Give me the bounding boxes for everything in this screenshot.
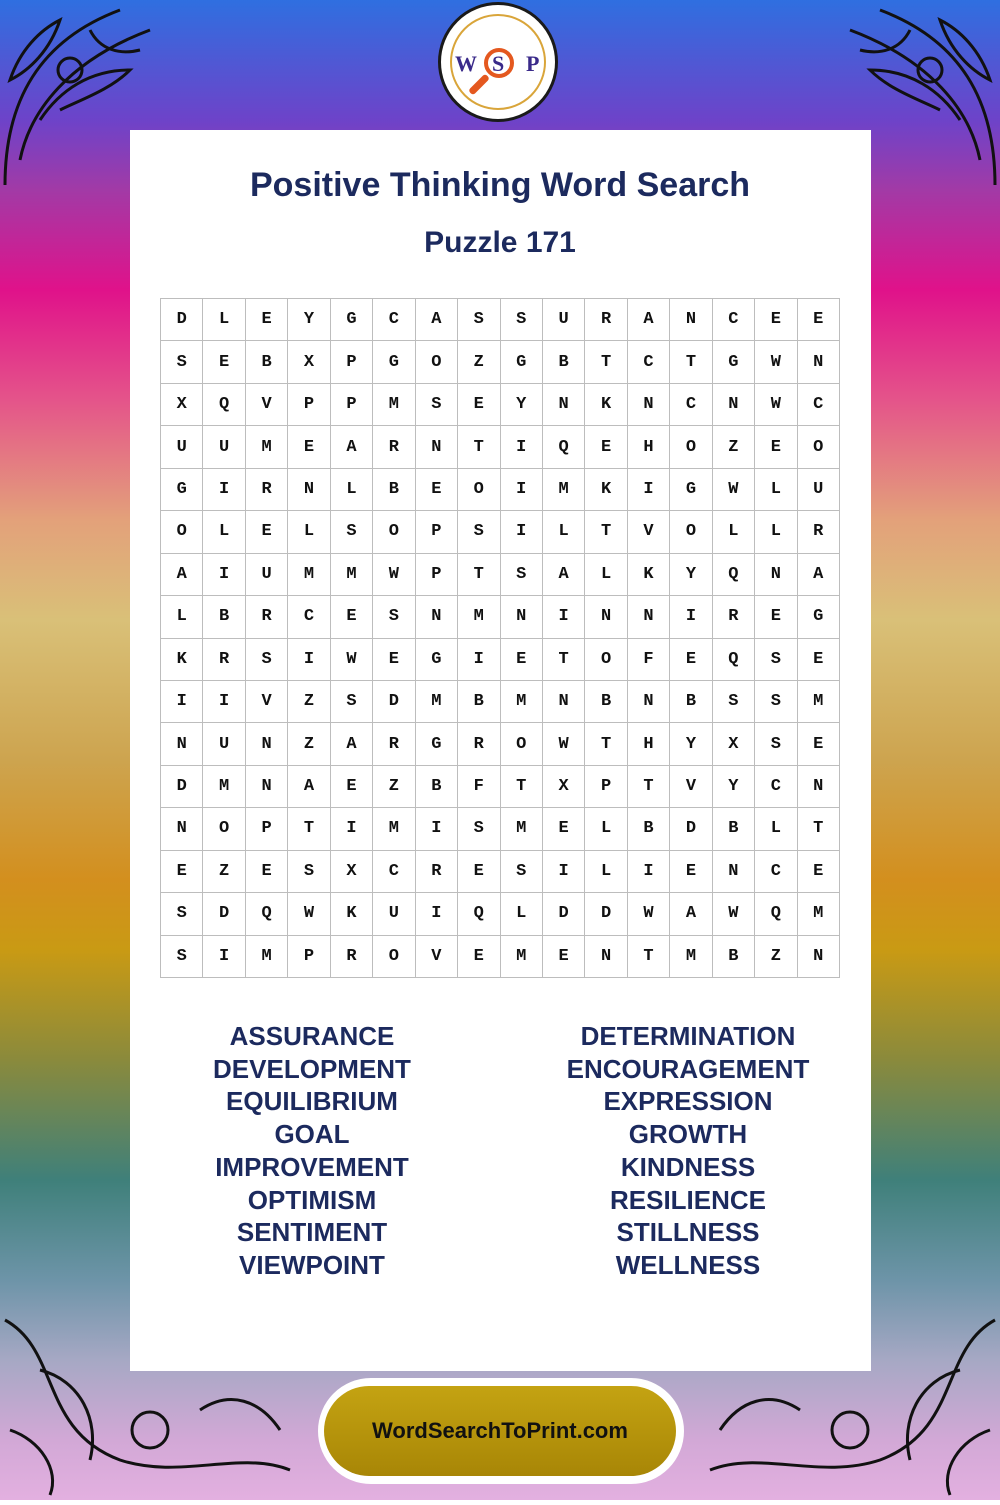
grid-cell[interactable]: N <box>798 936 840 978</box>
grid-cell[interactable]: E <box>458 936 500 978</box>
grid-cell[interactable]: U <box>543 299 585 341</box>
grid-cell[interactable]: A <box>628 299 670 341</box>
grid-cell[interactable]: N <box>585 936 627 978</box>
grid-cell[interactable]: Q <box>713 639 755 681</box>
grid-cell[interactable]: Q <box>203 384 245 426</box>
grid-cell[interactable]: M <box>501 936 543 978</box>
grid-cell[interactable]: N <box>161 723 203 765</box>
grid-cell[interactable]: N <box>628 384 670 426</box>
grid-cell[interactable]: R <box>458 723 500 765</box>
grid-cell[interactable]: D <box>373 681 415 723</box>
grid-cell[interactable]: E <box>458 851 500 893</box>
grid-cell[interactable]: Z <box>288 681 330 723</box>
grid-cell[interactable]: M <box>501 808 543 850</box>
grid-cell[interactable]: L <box>203 299 245 341</box>
grid-cell[interactable]: N <box>288 469 330 511</box>
grid-cell[interactable]: M <box>373 808 415 850</box>
grid-cell[interactable]: L <box>161 596 203 638</box>
grid-cell[interactable]: I <box>416 893 458 935</box>
grid-cell[interactable]: E <box>798 299 840 341</box>
grid-cell[interactable]: M <box>501 681 543 723</box>
grid-cell[interactable]: L <box>501 893 543 935</box>
grid-cell[interactable]: N <box>416 596 458 638</box>
grid-cell[interactable]: W <box>713 469 755 511</box>
grid-cell[interactable]: O <box>458 469 500 511</box>
grid-cell[interactable]: I <box>543 596 585 638</box>
grid-cell[interactable]: P <box>288 936 330 978</box>
word-list-item: ASSURANCE <box>229 1021 395 1051</box>
grid-cell[interactable]: L <box>585 554 627 596</box>
grid-cell[interactable]: R <box>798 511 840 553</box>
grid-cell[interactable]: M <box>670 936 712 978</box>
grid-cell[interactable]: T <box>501 766 543 808</box>
grid-cell[interactable]: N <box>501 596 543 638</box>
grid-cell[interactable]: H <box>628 426 670 468</box>
grid-cell[interactable]: L <box>755 808 797 850</box>
grid-cell[interactable]: L <box>203 511 245 553</box>
grid-cell[interactable]: T <box>458 554 500 596</box>
grid-cell[interactable]: C <box>373 851 415 893</box>
grid-cell[interactable]: P <box>288 384 330 426</box>
grid-cell[interactable]: A <box>331 426 373 468</box>
grid-cell[interactable]: E <box>755 299 797 341</box>
grid-cell[interactable]: M <box>331 554 373 596</box>
grid-cell[interactable]: O <box>501 723 543 765</box>
grid-cell[interactable]: I <box>331 808 373 850</box>
grid-cell[interactable]: V <box>246 681 288 723</box>
logo-letter-s: S <box>492 51 505 76</box>
grid-cell[interactable]: U <box>373 893 415 935</box>
grid-cell[interactable]: Z <box>458 341 500 383</box>
grid-cell[interactable]: K <box>161 639 203 681</box>
word-list-item: KINDNESS <box>620 1151 756 1182</box>
grid-cell[interactable]: U <box>203 426 245 468</box>
grid-cell[interactable]: G <box>798 596 840 638</box>
grid-cell[interactable]: Z <box>203 851 245 893</box>
grid-cell[interactable]: E <box>670 639 712 681</box>
grid-cell[interactable]: W <box>755 341 797 383</box>
word-list-item: VIEWPOINT <box>239 1249 385 1280</box>
grid-cell[interactable]: E <box>670 851 712 893</box>
grid-cell[interactable]: L <box>585 851 627 893</box>
grid-cell[interactable]: I <box>628 469 670 511</box>
grid-cell[interactable]: E <box>331 766 373 808</box>
grid-cell[interactable]: N <box>713 384 755 426</box>
grid-cell[interactable]: C <box>288 596 330 638</box>
grid-cell[interactable]: B <box>713 936 755 978</box>
grid-cell[interactable]: I <box>670 596 712 638</box>
grid-cell[interactable]: I <box>458 639 500 681</box>
grid-cell[interactable]: O <box>585 639 627 681</box>
word-list-item: SENTIMENT <box>236 1217 388 1248</box>
puzzle-number: Puzzle 171 <box>424 226 576 259</box>
grid-cell[interactable]: Y <box>288 299 330 341</box>
grid-cell[interactable]: B <box>246 341 288 383</box>
grid-cell[interactable]: B <box>713 808 755 850</box>
grid-cell[interactable]: N <box>246 723 288 765</box>
grid-cell[interactable]: S <box>501 851 543 893</box>
grid-cell[interactable]: L <box>585 808 627 850</box>
grid-cell[interactable]: N <box>713 851 755 893</box>
grid-cell[interactable]: S <box>161 936 203 978</box>
grid-cell[interactable]: B <box>628 808 670 850</box>
grid-cell[interactable]: B <box>373 469 415 511</box>
grid-cell[interactable]: X <box>288 341 330 383</box>
grid-cell[interactable]: U <box>161 426 203 468</box>
grid-cell[interactable]: T <box>543 639 585 681</box>
grid-cell[interactable]: I <box>628 851 670 893</box>
grid-cell[interactable]: O <box>798 426 840 468</box>
grid-cell[interactable]: W <box>755 384 797 426</box>
grid-cell[interactable]: V <box>670 766 712 808</box>
grid-cell[interactable]: S <box>755 681 797 723</box>
grid-cell[interactable]: X <box>543 766 585 808</box>
grid-cell[interactable]: G <box>373 341 415 383</box>
grid-cell[interactable]: I <box>203 936 245 978</box>
grid-cell[interactable]: L <box>543 511 585 553</box>
grid-cell[interactable]: Q <box>458 893 500 935</box>
grid-cell[interactable]: L <box>755 511 797 553</box>
grid-cell[interactable]: T <box>585 511 627 553</box>
word-list-item: EXPRESSION <box>603 1086 773 1117</box>
grid-cell[interactable]: E <box>798 851 840 893</box>
grid-cell[interactable]: F <box>628 639 670 681</box>
grid-cell[interactable]: S <box>713 681 755 723</box>
grid-cell[interactable]: G <box>416 723 458 765</box>
grid-cell[interactable]: K <box>585 469 627 511</box>
grid-cell[interactable]: O <box>203 808 245 850</box>
grid-cell[interactable]: U <box>246 554 288 596</box>
grid-cell[interactable]: A <box>670 893 712 935</box>
grid-cell[interactable]: M <box>543 469 585 511</box>
grid-cell[interactable]: E <box>373 639 415 681</box>
grid-cell[interactable]: S <box>246 639 288 681</box>
grid-cell[interactable]: N <box>416 426 458 468</box>
word-list-item: ENCOURAGEMENT <box>566 1053 810 1084</box>
grid-cell[interactable]: P <box>416 511 458 553</box>
grid-cell[interactable]: T <box>628 766 670 808</box>
grid-cell[interactable]: E <box>798 639 840 681</box>
grid-cell[interactable]: T <box>670 341 712 383</box>
grid-cell[interactable]: R <box>246 596 288 638</box>
grid-cell[interactable]: K <box>331 893 373 935</box>
grid-cell[interactable]: S <box>458 511 500 553</box>
grid-cell[interactable]: M <box>458 596 500 638</box>
grid-cell[interactable]: E <box>798 723 840 765</box>
grid-cell[interactable]: I <box>203 554 245 596</box>
grid-cell[interactable]: X <box>713 723 755 765</box>
grid-cell[interactable]: P <box>331 341 373 383</box>
grid-cell[interactable]: C <box>755 766 797 808</box>
grid-cell[interactable]: G <box>713 341 755 383</box>
letter-grid <box>160 298 840 978</box>
grid-cell[interactable]: O <box>373 936 415 978</box>
word-list-item: STILLNESS <box>616 1217 760 1248</box>
grid-cell[interactable]: I <box>501 469 543 511</box>
grid-cell[interactable]: E <box>203 341 245 383</box>
grid-cell[interactable]: T <box>458 426 500 468</box>
grid-cell[interactable]: B <box>543 341 585 383</box>
grid-cell[interactable]: W <box>373 554 415 596</box>
grid-cell[interactable]: X <box>331 851 373 893</box>
grid-cell[interactable]: I <box>501 426 543 468</box>
grid-cell[interactable]: S <box>331 681 373 723</box>
grid-cell[interactable]: E <box>331 596 373 638</box>
grid-cell[interactable]: S <box>161 341 203 383</box>
grid-cell[interactable]: B <box>416 766 458 808</box>
grid-cell[interactable]: R <box>713 596 755 638</box>
grid-cell[interactable]: T <box>288 808 330 850</box>
word-list-item: GOAL <box>274 1119 350 1150</box>
grid-cell[interactable]: C <box>755 851 797 893</box>
word-list-item: EQUILIBRIUM <box>226 1086 398 1117</box>
grid-cell[interactable]: Q <box>543 426 585 468</box>
grid-cell[interactable]: Q <box>246 893 288 935</box>
grid-cell[interactable]: M <box>798 893 840 935</box>
grid-cell[interactable]: I <box>203 469 245 511</box>
grid-cell[interactable]: S <box>501 554 543 596</box>
grid-cell[interactable]: N <box>628 681 670 723</box>
grid-cell[interactable]: N <box>543 384 585 426</box>
grid-cell[interactable]: N <box>628 596 670 638</box>
grid-cell[interactable]: L <box>331 469 373 511</box>
grid-cell[interactable]: U <box>203 723 245 765</box>
word-list-item: WELLNESS <box>615 1249 761 1280</box>
grid-cell[interactable]: S <box>288 851 330 893</box>
grid-cell[interactable]: S <box>161 893 203 935</box>
grid-cell[interactable]: I <box>203 681 245 723</box>
grid-cell[interactable]: R <box>246 469 288 511</box>
grid-cell[interactable]: A <box>416 299 458 341</box>
grid-cell[interactable]: D <box>585 893 627 935</box>
grid-cell[interactable]: I <box>161 681 203 723</box>
grid-cell[interactable]: E <box>161 851 203 893</box>
grid-cell[interactable]: G <box>670 469 712 511</box>
grid-cell[interactable]: E <box>501 639 543 681</box>
grid-cell[interactable]: N <box>798 766 840 808</box>
grid-cell[interactable]: L <box>713 511 755 553</box>
grid-cell[interactable]: S <box>755 639 797 681</box>
grid-cell[interactable]: B <box>585 681 627 723</box>
grid-cell[interactable]: D <box>161 766 203 808</box>
magnifier-icon <box>484 48 514 78</box>
grid-cell[interactable]: O <box>670 426 712 468</box>
grid-cell[interactable]: G <box>501 341 543 383</box>
grid-cell[interactable]: W <box>713 893 755 935</box>
word-list-item: GROWTH <box>628 1119 748 1150</box>
grid-cell[interactable]: M <box>416 681 458 723</box>
grid-cell[interactable]: M <box>203 766 245 808</box>
word-list-item: RESILIENCE <box>609 1184 767 1215</box>
grid-cell[interactable]: W <box>331 639 373 681</box>
grid-cell[interactable]: O <box>373 511 415 553</box>
grid-cell[interactable]: B <box>203 596 245 638</box>
grid-cell[interactable]: M <box>373 384 415 426</box>
grid-cell[interactable]: Y <box>670 554 712 596</box>
grid-cell[interactable]: Z <box>713 426 755 468</box>
grid-cell[interactable]: I <box>416 808 458 850</box>
grid-cell[interactable]: N <box>161 808 203 850</box>
grid-cell[interactable]: O <box>670 511 712 553</box>
grid-cell[interactable]: R <box>373 723 415 765</box>
grid-cell[interactable]: E <box>543 808 585 850</box>
grid-cell[interactable]: M <box>246 936 288 978</box>
grid-cell[interactable]: O <box>416 341 458 383</box>
grid-cell[interactable]: Y <box>670 723 712 765</box>
grid-cell[interactable]: I <box>501 511 543 553</box>
grid-cell[interactable]: A <box>543 554 585 596</box>
grid-cell[interactable]: C <box>670 384 712 426</box>
grid-cell[interactable]: T <box>628 936 670 978</box>
grid-cell[interactable]: V <box>246 384 288 426</box>
word-list-item: DETERMINATION <box>580 1021 796 1051</box>
grid-cell[interactable]: N <box>246 766 288 808</box>
grid-cell[interactable]: B <box>458 681 500 723</box>
grid-cell[interactable]: L <box>288 511 330 553</box>
grid-cell[interactable]: Y <box>713 766 755 808</box>
grid-cell[interactable]: U <box>798 469 840 511</box>
grid-cell[interactable]: A <box>331 723 373 765</box>
grid-cell[interactable]: F <box>458 766 500 808</box>
grid-cell[interactable]: P <box>416 554 458 596</box>
grid-cell[interactable]: E <box>755 426 797 468</box>
grid-cell[interactable]: S <box>458 808 500 850</box>
grid-cell[interactable]: S <box>755 723 797 765</box>
grid-cell[interactable]: A <box>798 554 840 596</box>
grid-cell[interactable]: N <box>670 299 712 341</box>
word-list-right <box>498 1020 878 1282</box>
grid-cell[interactable]: Q <box>713 554 755 596</box>
word-list-item: IMPROVEMENT <box>215 1151 409 1182</box>
grid-cell[interactable]: K <box>628 554 670 596</box>
grid-cell[interactable]: M <box>288 554 330 596</box>
grid-cell[interactable]: R <box>416 851 458 893</box>
grid-cell[interactable]: C <box>713 299 755 341</box>
grid-cell[interactable]: I <box>543 851 585 893</box>
grid-cell[interactable]: V <box>416 936 458 978</box>
grid-cell[interactable]: N <box>755 554 797 596</box>
grid-cell[interactable]: S <box>416 384 458 426</box>
grid-cell[interactable]: D <box>161 299 203 341</box>
grid-cell[interactable]: D <box>670 808 712 850</box>
grid-cell[interactable]: T <box>585 341 627 383</box>
grid-cell[interactable]: Z <box>373 766 415 808</box>
grid-cell[interactable]: E <box>755 596 797 638</box>
grid-cell[interactable]: E <box>246 299 288 341</box>
grid-cell[interactable]: X <box>161 384 203 426</box>
grid-cell[interactable]: N <box>798 341 840 383</box>
grid-cell[interactable]: A <box>288 766 330 808</box>
grid-cell[interactable]: K <box>585 384 627 426</box>
grid-cell[interactable]: G <box>416 639 458 681</box>
grid-cell[interactable]: G <box>331 299 373 341</box>
grid-cell[interactable]: E <box>543 936 585 978</box>
grid-cell[interactable]: I <box>288 639 330 681</box>
footer-badge <box>318 1378 684 1484</box>
grid-cell[interactable]: D <box>203 893 245 935</box>
grid-cell[interactable]: C <box>373 299 415 341</box>
page-title: Positive Thinking Word Search <box>249 166 751 204</box>
word-list-left <box>122 1020 502 1282</box>
word-list-item: OPTIMISM <box>247 1184 377 1215</box>
grid-cell[interactable]: O <box>161 511 203 553</box>
grid-cell[interactable]: M <box>798 681 840 723</box>
grid-cell[interactable]: M <box>246 426 288 468</box>
logo-letter-p: P <box>526 51 540 76</box>
grid-cell[interactable]: A <box>161 554 203 596</box>
grid-cell[interactable]: P <box>585 766 627 808</box>
grid-cell[interactable]: E <box>458 384 500 426</box>
grid-cell[interactable]: R <box>331 936 373 978</box>
grid-cell[interactable]: E <box>246 511 288 553</box>
grid-cell[interactable]: S <box>331 511 373 553</box>
grid-cell[interactable]: Q <box>755 893 797 935</box>
grid-cell[interactable]: S <box>373 596 415 638</box>
grid-cell[interactable]: S <box>501 299 543 341</box>
grid-cell[interactable]: Y <box>501 384 543 426</box>
grid-cell[interactable]: D <box>543 893 585 935</box>
grid-cell[interactable]: T <box>798 808 840 850</box>
grid-cell[interactable]: R <box>203 639 245 681</box>
grid-cell[interactable]: N <box>585 596 627 638</box>
site-logo[interactable] <box>438 2 558 122</box>
grid-cell[interactable]: C <box>628 341 670 383</box>
grid-cell[interactable]: P <box>246 808 288 850</box>
grid-cell[interactable]: R <box>585 299 627 341</box>
grid-cell[interactable]: Z <box>755 936 797 978</box>
grid-cell[interactable]: W <box>628 893 670 935</box>
grid-cell[interactable]: V <box>628 511 670 553</box>
grid-cell[interactable]: Z <box>288 723 330 765</box>
grid-cell[interactable]: E <box>416 469 458 511</box>
site-link[interactable]: WordSearchToPrint.com <box>324 1386 676 1476</box>
grid-cell[interactable]: R <box>373 426 415 468</box>
word-list-item: DEVELOPMENT <box>213 1053 411 1084</box>
grid-cell[interactable]: C <box>798 384 840 426</box>
grid-cell[interactable]: N <box>543 681 585 723</box>
grid-cell[interactable]: S <box>458 299 500 341</box>
grid-cell[interactable]: P <box>331 384 373 426</box>
grid-cell[interactable]: W <box>543 723 585 765</box>
grid-cell[interactable]: E <box>288 426 330 468</box>
grid-cell[interactable]: W <box>288 893 330 935</box>
grid-cell[interactable]: E <box>246 851 288 893</box>
logo-letter-w: W <box>455 51 477 76</box>
grid-cell[interactable]: H <box>628 723 670 765</box>
grid-cell[interactable]: E <box>585 426 627 468</box>
grid-cell[interactable]: B <box>670 681 712 723</box>
grid-cell[interactable]: G <box>161 469 203 511</box>
grid-cell[interactable]: L <box>755 469 797 511</box>
grid-cell[interactable]: T <box>585 723 627 765</box>
